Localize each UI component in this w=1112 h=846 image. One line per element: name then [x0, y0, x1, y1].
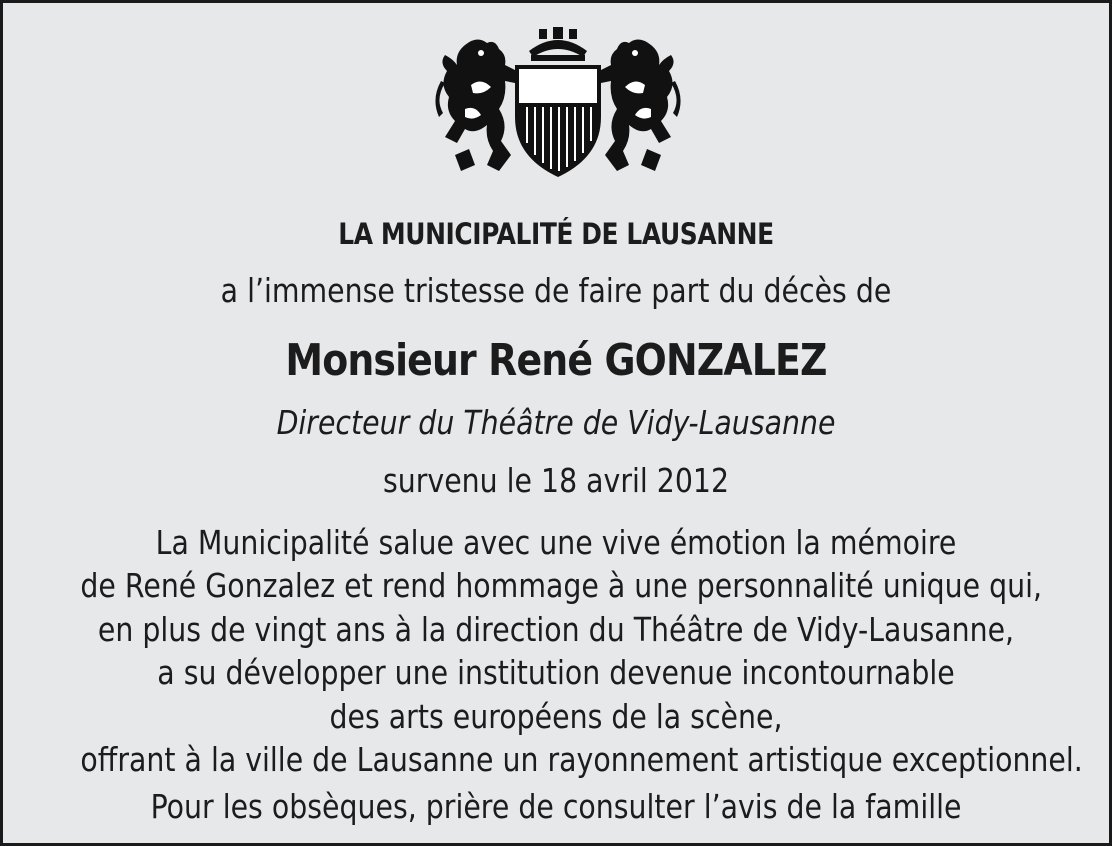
issuer-heading: LA MUNICIPALITÉ DE LAUSANNE	[338, 217, 774, 251]
tribute-paragraph	[80, 521, 1083, 781]
tribute-line: de René Gonzalez et rend hommage à une personnalité unique qui,	[80, 566, 1043, 606]
funeral-note: Pour les obsèques, prière de consulter l’avis de la famille	[150, 787, 962, 826]
tribute-line: en plus de vingt ans à la direction du Théâtre de Vidy-Lausanne,	[97, 609, 1015, 649]
tribute-line: offrant à la ville de Lausanne un rayonnement artistique exceptionnel.	[80, 740, 1083, 780]
deceased-role: Directeur du Théâtre de Vidy-Lausanne	[276, 403, 836, 442]
date-of-death: survenu le 18 avril 2012	[382, 461, 730, 500]
tribute-line: La Municipalité salue avec une vive émotion la mémoire	[155, 523, 957, 562]
announcement-intro: a l’immense tristesse de faire part du décès de	[220, 271, 892, 310]
lausanne-coat-of-arms-icon	[435, 25, 681, 181]
tribute-line: des arts européens de la scène,	[329, 696, 783, 736]
deceased-name: Monsieur René GONZALEZ	[285, 335, 827, 386]
tribute-line: a su développer une institution devenue incontournable	[157, 653, 955, 693]
